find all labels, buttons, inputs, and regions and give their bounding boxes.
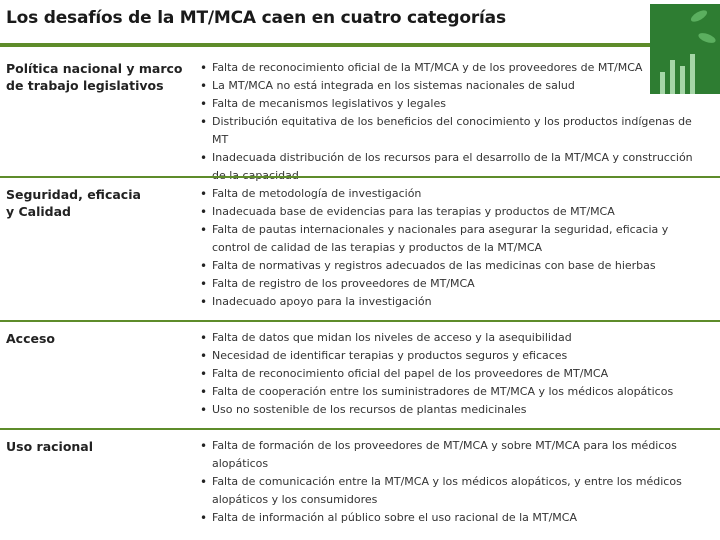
list-item: • Falta de información al público sobre el uso racional de la MT/MCA [199,509,709,527]
list-item: • Falta de reconocimiento oficial del papel de los proveedores de MT/MCA [199,365,709,383]
category-label: Seguridad, eficacia y Calidad [6,187,141,219]
list-item: • Inadecuada distribución de los recursos para el desarrollo de la MT/MCA y construcción [199,149,709,185]
section-access [0,320,720,428]
list-item: • Falta de normativas y registros adecuados de las medicinas con base de hierbas [199,257,709,275]
leaf-decoration [697,31,717,45]
list-item: • Falta de metodología de investigación [199,185,709,203]
section-divider [0,428,720,430]
challenge-list [199,185,709,311]
list-item: • Falta de registro de los proveedores de MT/MCA [199,275,709,293]
category-label: Acceso [6,331,55,346]
list-item: • Inadecuada base de evidencias para las terapias y productos de MT/MCA [199,203,709,221]
list-item: • Falta de cooperación entre los suministradores de MT/MCA y los médicos alopáticos [199,383,709,401]
list-item: • Falta de datos que midan los niveles de acceso y la asequibilidad [199,329,709,347]
challenge-list [199,329,709,419]
list-item: • Falta de pautas internacionales y nacionales para asegurar la seguridad, eficacia y control de calidad de las terapias y productos de la MT/MCA [199,221,709,257]
challenge-list [199,437,709,527]
section-rational-use [0,428,720,538]
list-item: • Falta de formación de los proveedores de MT/MCA y sobre MT/MCA para los médicos alopáticos [199,437,709,473]
list-item: • Uso no sostenible de los recursos de plantas medicinales [199,401,709,419]
list-item: • Falta de mecanismos legislativos y legales [199,95,709,113]
section-policy [0,50,720,176]
list-item: • Falta de comunicación entre la MT/MCA y los médicos alopáticos, y entre los médicos alopáticos y los consumidores [199,473,709,509]
section-divider [0,320,720,322]
challenge-list [199,59,709,185]
list-item: • Inadecuado apoyo para la investigación [199,293,709,311]
list-item: • Distribución equitativa de los beneficios del conocimiento y los productos indígenas de MT [199,113,709,149]
title-divider [0,43,720,47]
list-item: • Falta de reconocimiento oficial de la MT/MCA y de los proveedores de MT/MCA [199,59,709,77]
list-item: • La MT/MCA no está integrada en los sistemas nacionales de salud [199,77,709,95]
page-title: Los desafíos de la MT/MCA caen en cuatro categorías [6,8,506,28]
leaf-decoration [689,8,709,24]
list-item: • Necesidad de identificar terapias y productos seguros y eficaces [199,347,709,365]
category-label: Uso racional [6,439,94,454]
category-label: Política nacional y marco de trabajo legislativos [6,61,183,93]
section-safety [0,176,720,318]
section-divider [0,176,720,178]
